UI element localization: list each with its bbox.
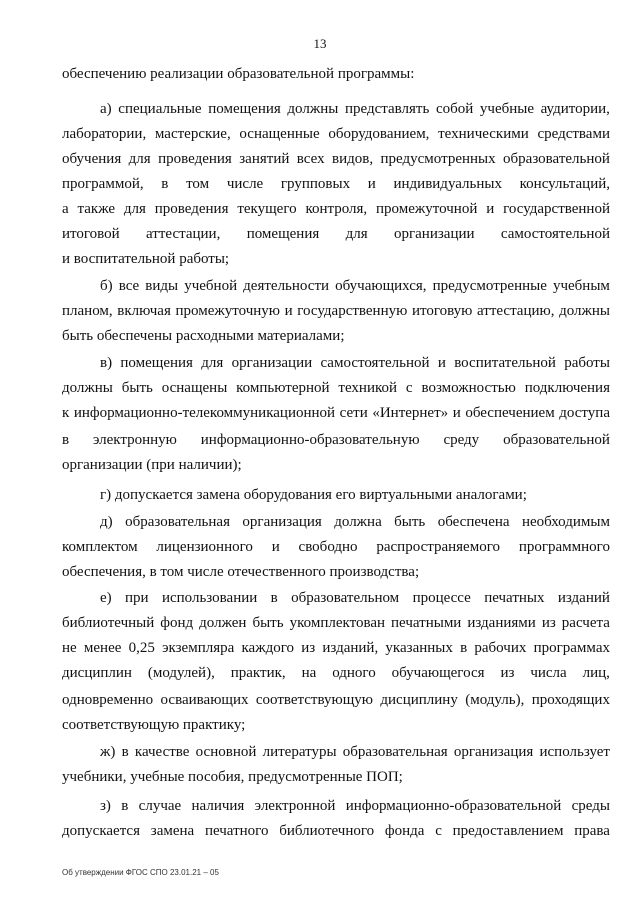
word: расчета <box>561 615 610 631</box>
text-line <box>0 661 640 685</box>
text-line <box>0 611 640 635</box>
word: практик, <box>230 665 286 681</box>
line-text: быть обеспечены расходными материалами; <box>62 328 345 344</box>
word: контроля, <box>305 201 368 217</box>
text-line <box>0 819 640 843</box>
text-line <box>0 401 640 425</box>
word: 0,25 <box>128 640 155 656</box>
word: техническими <box>438 126 529 142</box>
word: для <box>123 201 146 217</box>
word: не <box>62 640 77 656</box>
word: программой, <box>62 176 144 192</box>
word: все <box>118 278 140 294</box>
word: возможностью <box>421 380 516 396</box>
word: образовательная <box>342 744 448 760</box>
justified-line-text <box>62 172 610 196</box>
word: з) <box>100 798 111 814</box>
word: свободно <box>298 539 358 555</box>
word: должен <box>199 615 247 631</box>
word: работы <box>564 355 610 371</box>
word: представлять <box>344 101 430 117</box>
line-text: учебники, учебные пособия, предусмотренные ПОП; <box>62 769 403 785</box>
text-line <box>0 122 640 146</box>
justified-line-text <box>62 636 610 660</box>
text-line <box>0 147 640 171</box>
word: для <box>128 151 151 167</box>
word: печатными <box>391 615 462 631</box>
word: организация <box>242 514 322 530</box>
word: процессе <box>412 590 471 606</box>
word: б) <box>100 278 113 294</box>
word: изданий <box>557 590 610 606</box>
text-line <box>0 765 640 789</box>
word: лицензионного <box>156 539 253 555</box>
word: аттестации, <box>146 226 221 242</box>
justified-line-text <box>100 510 610 534</box>
word: е) <box>100 590 112 606</box>
word: фонда <box>384 823 425 839</box>
text-line <box>0 740 640 764</box>
word: на <box>301 665 317 681</box>
text-line <box>0 510 640 534</box>
word: в <box>121 798 129 814</box>
word: числа <box>530 665 567 681</box>
word: а) <box>100 101 112 117</box>
word: итоговой <box>62 226 120 242</box>
word: должны <box>62 380 113 396</box>
text-line <box>0 274 640 298</box>
word: замена <box>150 823 195 839</box>
justified-line-text <box>62 428 610 452</box>
word: из <box>500 665 515 681</box>
word: оснащенные <box>239 126 320 142</box>
word: оборудованием, <box>328 126 430 142</box>
word: фонд <box>160 615 194 631</box>
word: при <box>125 590 149 606</box>
text-line <box>0 713 640 737</box>
word: и <box>452 405 461 421</box>
word: занятий <box>239 151 290 167</box>
word: в <box>161 176 169 192</box>
text-line <box>0 376 640 400</box>
word: среды <box>571 798 610 814</box>
word: в <box>62 432 70 448</box>
justified-line-text <box>100 351 610 375</box>
justified-line-text <box>62 535 610 559</box>
word: образовательном <box>291 590 400 606</box>
text-line <box>0 324 640 348</box>
word: проведения <box>158 151 232 167</box>
word: для <box>201 355 224 371</box>
word: планом, <box>62 303 113 319</box>
word: индивидуальных <box>393 176 502 192</box>
word: средствами <box>537 126 610 142</box>
word: компьютерной <box>236 380 330 396</box>
word: менее <box>83 640 122 656</box>
word: и <box>367 176 376 192</box>
word: должны <box>559 303 610 319</box>
line-text: обеспечения, в том числе отечественного производства; <box>62 564 420 580</box>
word: информационно-образовательной <box>345 798 562 814</box>
page-number: 13 <box>313 36 327 51</box>
word: литературы <box>262 744 337 760</box>
word: (модулей), <box>147 665 215 681</box>
word: аттестацию, <box>477 303 555 319</box>
word: допускается <box>62 823 140 839</box>
word: случае <box>138 798 182 814</box>
justified-line-text <box>100 794 610 818</box>
word: основной <box>195 744 257 760</box>
word: качестве <box>134 744 190 760</box>
word: деятельности <box>243 278 330 294</box>
text-line <box>0 453 640 477</box>
word: должны <box>287 101 339 117</box>
word: в) <box>100 355 113 371</box>
word: комплектом <box>62 539 138 555</box>
word: быть <box>252 615 284 631</box>
word: в <box>121 744 129 760</box>
word: организация <box>453 744 534 760</box>
text-line <box>0 197 640 221</box>
word: всех <box>296 151 325 167</box>
line-text: организации (при наличии); <box>62 457 242 473</box>
word: том <box>186 176 210 192</box>
word: доступа <box>559 405 610 421</box>
justified-line-text <box>62 376 610 400</box>
word: собой <box>435 101 474 117</box>
footer-note: Об утверждении ФГОС СПО 23.01.21 – 05 <box>62 868 219 877</box>
justified-line-text <box>62 401 610 425</box>
word: права <box>574 823 610 839</box>
word: экземпляра <box>162 640 235 656</box>
word: и <box>437 355 446 371</box>
text-line <box>0 97 640 121</box>
word: проходящих <box>531 692 610 708</box>
word: в <box>460 640 468 656</box>
word: обеспечена <box>437 514 510 530</box>
justified-line-text <box>100 740 610 764</box>
word: библиотечный <box>62 615 155 631</box>
word: групповых <box>280 176 351 192</box>
word: воспитательной <box>454 355 556 371</box>
word: техникой <box>338 380 398 396</box>
word: к <box>62 405 70 421</box>
word: аудитории, <box>540 101 610 117</box>
word: образовательной <box>503 151 610 167</box>
word: в <box>270 590 278 606</box>
text-line <box>0 351 640 375</box>
text-line <box>0 794 640 818</box>
word: осваивающих <box>160 692 249 708</box>
word: для <box>345 226 368 242</box>
word: виды <box>145 278 179 294</box>
word: государственной <box>503 201 610 217</box>
word: с <box>405 380 413 396</box>
justified-line-text <box>100 97 610 121</box>
word: дисциплин <box>62 665 132 681</box>
word: дисциплину <box>380 692 458 708</box>
word: быть <box>121 380 153 396</box>
justified-line-text <box>62 819 610 843</box>
word: самостоятельной <box>320 355 430 371</box>
word: самостоятельной <box>500 226 610 242</box>
text-line <box>0 636 640 660</box>
word: проведения <box>154 201 229 217</box>
word: изданиями <box>467 615 536 631</box>
word: изданий, <box>322 640 379 656</box>
word: должна <box>334 514 382 530</box>
word: образовательная <box>125 514 230 530</box>
word: специальные <box>118 101 202 117</box>
justified-line-text <box>62 222 610 246</box>
word: помещения <box>246 226 320 242</box>
justified-line-text <box>62 122 610 146</box>
justified-line-text <box>62 688 610 712</box>
text-line <box>0 688 640 712</box>
word: подключения <box>524 380 610 396</box>
word: консультаций, <box>519 176 610 192</box>
word: необходимым <box>521 514 610 530</box>
justified-line-text <box>62 611 610 635</box>
justified-line-text <box>62 661 610 685</box>
word: и <box>271 539 280 555</box>
word: а <box>62 201 69 217</box>
word: обучающегося <box>391 665 485 681</box>
word: среду <box>443 432 480 448</box>
word: электронную <box>92 432 177 448</box>
text-line <box>0 299 640 323</box>
text-line <box>0 586 640 610</box>
text-line <box>0 172 640 196</box>
word: соответствующую <box>255 692 374 708</box>
word: числе <box>226 176 264 192</box>
text-line <box>0 62 640 86</box>
word: также <box>77 201 116 217</box>
line-text: г) допускается замена оборудования его виртуальными аналогами; <box>100 487 527 503</box>
word: одновременно <box>62 692 154 708</box>
word: наличия <box>191 798 245 814</box>
word: рабочих <box>474 640 527 656</box>
word: промежуточной <box>376 201 478 217</box>
word: помещения <box>208 101 281 117</box>
word: учебным <box>552 278 610 294</box>
word: и <box>284 303 293 319</box>
word: распространяемого <box>376 539 500 555</box>
word: предусмотренные <box>432 278 547 294</box>
justified-line-text <box>62 197 610 221</box>
word: ж) <box>100 744 116 760</box>
word: из <box>541 615 556 631</box>
word: из <box>301 640 316 656</box>
word: указанных <box>385 640 453 656</box>
word: быть <box>394 514 426 530</box>
word: д) <box>100 514 113 530</box>
word: учебной <box>184 278 238 294</box>
word: программах <box>533 640 610 656</box>
word: программного <box>518 539 610 555</box>
word: и <box>486 201 495 217</box>
word: с <box>435 823 442 839</box>
word: организации <box>231 355 313 371</box>
word: текущего <box>237 201 297 217</box>
word: лиц, <box>582 665 610 681</box>
line-text: обеспечению реализации образовательной программы: <box>62 66 415 82</box>
justified-line-text <box>62 147 610 171</box>
text-line <box>0 222 640 246</box>
word: библиотечного <box>279 823 375 839</box>
word: использовании <box>161 590 258 606</box>
word: каждого <box>241 640 294 656</box>
word: информационно-телекоммуникационной <box>73 405 336 421</box>
word: предоставлением <box>452 823 564 839</box>
word: организации <box>394 226 475 242</box>
word: образовательной <box>503 432 610 448</box>
justified-line-text <box>100 274 610 298</box>
word: помещения <box>120 355 193 371</box>
word: предусмотренных <box>380 151 496 167</box>
word: печатных <box>484 590 545 606</box>
word: одного <box>332 665 376 681</box>
word: укомплектован <box>289 615 386 631</box>
word: использует <box>539 744 610 760</box>
word: мастерские, <box>154 126 231 142</box>
word: обеспечением <box>465 405 555 421</box>
word: (модуль), <box>465 692 525 708</box>
text-line <box>0 247 640 271</box>
word: электронной <box>254 798 336 814</box>
word: промежуточную <box>175 303 280 319</box>
word: оснащены <box>161 380 228 396</box>
text-line <box>0 428 640 452</box>
word: государственную <box>297 303 408 319</box>
word: информационно-образовательную <box>200 432 420 448</box>
word: сети <box>339 405 368 421</box>
line-text: и воспитательной работы; <box>62 251 230 267</box>
text-line <box>0 560 640 584</box>
word: учебные <box>479 101 535 117</box>
word: видов, <box>332 151 374 167</box>
word: обучающихся, <box>335 278 427 294</box>
word: лаборатории, <box>62 126 147 142</box>
text-line <box>0 483 640 507</box>
justified-line-text <box>100 586 610 610</box>
word: итоговую <box>411 303 473 319</box>
word: «Интернет» <box>372 405 449 421</box>
word: обучения <box>62 151 122 167</box>
word: включая <box>117 303 171 319</box>
justified-line-text <box>62 299 610 323</box>
text-line <box>0 535 640 559</box>
word: печатного <box>204 823 269 839</box>
line-text: соответствующую практику; <box>62 717 246 733</box>
